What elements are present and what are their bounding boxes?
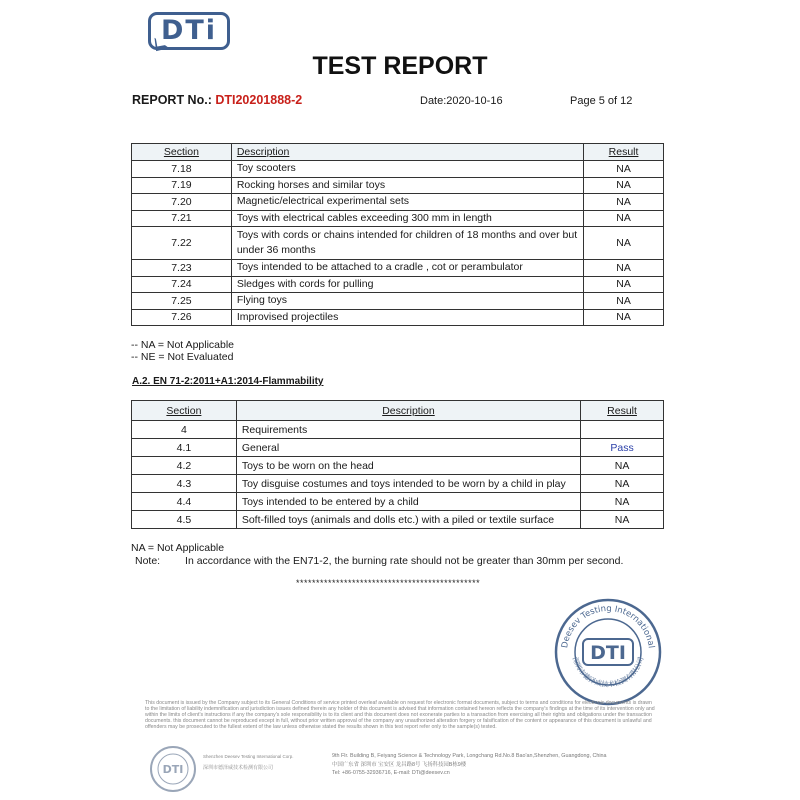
table-row <box>132 511 664 529</box>
cell-description: Toys intended to be attached to a cradle , cot or perambulator <box>231 260 583 277</box>
cell-section: 4.5 <box>132 511 237 529</box>
report-number-value: DTI20201888-2 <box>215 93 303 107</box>
table-row <box>132 194 664 211</box>
cell-description: Sledges with cords for pulling <box>231 276 583 293</box>
footer-seal-text: DTI <box>162 763 184 776</box>
cell-result: NA <box>581 511 664 529</box>
cell-result: NA <box>584 194 664 211</box>
page-title: TEST REPORT <box>312 52 488 80</box>
report-number <box>132 93 302 107</box>
footer-company-en: Shenzhen Deesev Testing International Corp. <box>203 754 294 759</box>
cell-description: General <box>236 439 580 457</box>
cell-result <box>581 421 664 439</box>
note-label: Note: <box>135 555 161 567</box>
results-table-2 <box>131 400 664 529</box>
cell-section: 7.19 <box>132 177 232 194</box>
cell-section: 7.20 <box>132 194 232 211</box>
note-burning-rate <box>135 555 623 567</box>
cell-result: NA <box>581 475 664 493</box>
cell-description: Requirements <box>236 421 580 439</box>
column-header-section: Section <box>132 144 232 161</box>
end-of-section-stars: ********************************************** <box>296 578 481 588</box>
cell-description: Magnetic/electrical experimental sets <box>231 194 583 211</box>
note-na: -- NA = Not Applicable <box>131 339 235 351</box>
table-row <box>132 493 664 511</box>
table-row <box>132 475 664 493</box>
cell-section: 4.1 <box>132 439 237 457</box>
cell-result: Pass <box>581 439 664 457</box>
table-row <box>132 227 664 260</box>
table-row <box>132 177 664 194</box>
cell-description: Toy scooters <box>231 161 583 178</box>
column-header-description: Description <box>231 144 583 161</box>
cell-description: Toys intended to be entered by a child <box>236 493 580 511</box>
cell-section: 7.25 <box>132 293 232 310</box>
table-row <box>132 260 664 277</box>
report-number-label: REPORT No.: <box>132 93 216 107</box>
note-text: In accordance with the EN71-2, the burning rate should not be greater than 30mm per second. <box>185 555 624 567</box>
company-logo: DTi <box>148 12 230 50</box>
table-row <box>132 161 664 178</box>
cell-description: Toys with cords or chains intended for children of 18 months and over but under 36 months <box>231 227 583 260</box>
cell-section: 4.3 <box>132 475 237 493</box>
table-row <box>132 421 664 439</box>
cell-result: NA <box>584 161 664 178</box>
table-row <box>132 309 664 326</box>
cell-section: 4.2 <box>132 457 237 475</box>
cell-result: NA <box>584 260 664 277</box>
cell-result: NA <box>584 227 664 260</box>
results-table-1 <box>131 143 664 326</box>
stamp-center-text: DTI <box>590 642 626 664</box>
cell-result: NA <box>584 293 664 310</box>
cell-description: Improvised projectiles <box>231 309 583 326</box>
cell-result: NA <box>584 309 664 326</box>
cell-section: 7.23 <box>132 260 232 277</box>
note-na-2: NA = Not Applicable <box>131 542 225 554</box>
cell-description: Toys to be worn on the head <box>236 457 580 475</box>
column-header-description: Description <box>236 401 580 421</box>
column-header-result: Result <box>581 401 664 421</box>
footer-address-cn: 中国广东省 深圳市 宝安区 龙昌路8号 飞扬科技园B栋9楼 <box>332 761 467 768</box>
cell-description: Flying toys <box>231 293 583 310</box>
cell-description: Toys with electrical cables exceeding 300 mm in length <box>231 210 583 227</box>
cell-section: 7.21 <box>132 210 232 227</box>
note-ne: -- NE = Not Evaluated <box>131 351 234 363</box>
cell-section: 4 <box>132 421 237 439</box>
legal-disclaimer: This document is issued by the Company subject to its General Conditions of service printed overleaf available on request for electronic format documents, subject to terms and conditions for electronic documents is drawn to the limitation of liability indemnification and jurisdiction issues defined therein any holder of this document is advised that information contained hereon reflects the company's findings at the time of its intervention only and within the limits of client's instructions if any the company's sole responsibility is to its client and this document does not exonerate parties to a transaction from exercising all their rights and obligations under the transaction documents. this document cannot be reproduced except in full, without prior written approval of the company any unauthorized alteration forgery or falsification of the content or appearance of this document is unlawful and offenders may be prosecuted to the fullest extent of the law unless otherwise stated the results shown in this test report refer only to the sample(s) tested. <box>145 700 655 730</box>
company-stamp <box>553 597 663 707</box>
cell-result: NA <box>584 276 664 293</box>
cell-section: 7.18 <box>132 161 232 178</box>
table-row <box>132 210 664 227</box>
cell-result: NA <box>581 457 664 475</box>
footer-address-en: 9th Flr. Building B, Feiyang Science & Technology Park, Longchang Rd.No.8 Bao'an,Shenzhen, Guangdong, China <box>332 753 607 759</box>
table-row <box>132 276 664 293</box>
cell-section: 7.26 <box>132 309 232 326</box>
footer-seal <box>148 744 198 794</box>
table-row <box>132 293 664 310</box>
cell-description: Rocking horses and similar toys <box>231 177 583 194</box>
stamp-bottom-text: 深圳市德泽威技术检测有限公司 <box>570 656 646 689</box>
cell-description: Soft-filled toys (animals and dolls etc.) with a piled or textile surface <box>236 511 580 529</box>
cell-result: NA <box>584 210 664 227</box>
report-date: Date:2020-10-16 <box>420 95 503 107</box>
cell-section: 4.4 <box>132 493 237 511</box>
table-row <box>132 439 664 457</box>
footer-company-cn: 深圳市德泽威技术检测有限公司 <box>203 765 274 771</box>
cell-result: NA <box>584 177 664 194</box>
cell-section: 7.24 <box>132 276 232 293</box>
cell-description: Toy disguise costumes and toys intended to be worn by a child in play <box>236 475 580 493</box>
footer-contact: Tel: +86-0755-32936716, E-mail: DTi@deesev.cn <box>332 770 450 776</box>
page-number: Page 5 of 12 <box>570 95 633 107</box>
section-title-flammability: A.2. EN 71-2:2011+A1:2014-Flammability <box>132 376 324 387</box>
stamp-ring-text: Deesev Testing International <box>560 603 656 649</box>
table-row <box>132 457 664 475</box>
footer-address <box>332 752 607 778</box>
column-header-result: Result <box>584 144 664 161</box>
column-header-section: Section <box>132 401 237 421</box>
cell-result: NA <box>581 493 664 511</box>
cell-section: 7.22 <box>132 227 232 260</box>
